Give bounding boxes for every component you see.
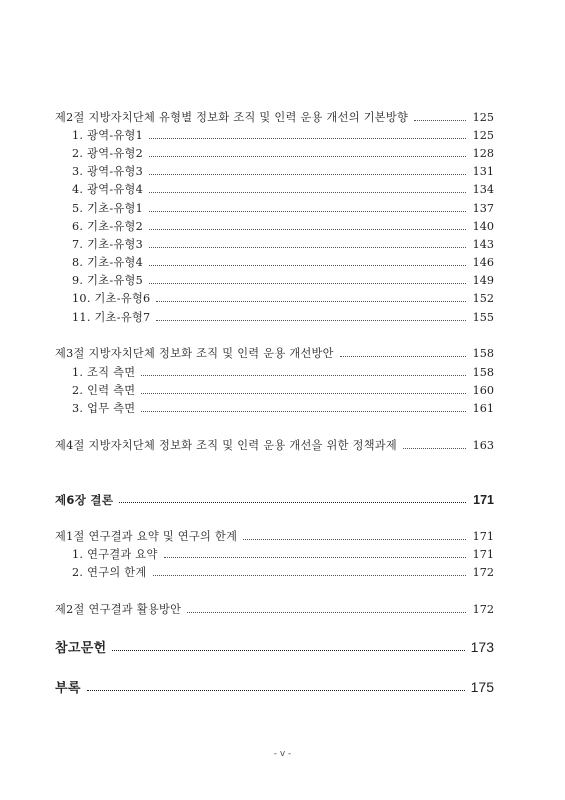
toc-page-number: 158 [472, 366, 494, 379]
dot-leader [149, 246, 466, 248]
toc-label: 10. 기초-유형6 [72, 292, 151, 305]
toc-label: 8. 기초-유형4 [72, 256, 144, 269]
toc-label: 제1절 연구결과 요약 및 연구의 한계 [55, 530, 238, 543]
dot-leader [149, 173, 466, 175]
toc-entry-subsection[interactable] [72, 256, 494, 270]
toc-page-number: 128 [472, 147, 494, 160]
toc-entry-section[interactable] [55, 603, 494, 617]
toc-entry-appendix[interactable] [55, 680, 494, 696]
dot-leader [149, 282, 466, 284]
dot-leader [119, 501, 466, 503]
dot-leader [141, 374, 466, 376]
toc-label: 6. 기초-유형2 [72, 220, 144, 233]
toc-label: 제6장 결론 [55, 493, 114, 507]
toc-page-number: 134 [472, 183, 494, 196]
toc-page-number: 143 [472, 238, 494, 251]
dot-leader [243, 538, 466, 540]
toc-entry-subsection[interactable] [72, 384, 494, 398]
dot-leader [149, 155, 466, 157]
toc-label: 제2절 연구결과 활용방안 [55, 603, 182, 616]
toc-label: 2. 연구의 한계 [72, 566, 147, 579]
toc-entry-subsection[interactable] [72, 292, 494, 306]
toc-label: 1. 조직 측면 [72, 366, 136, 379]
toc-entry-subsection[interactable] [72, 165, 494, 179]
toc-entry-section[interactable] [55, 111, 494, 125]
toc-page-number: 171 [472, 530, 494, 543]
dot-leader [87, 689, 465, 691]
toc-entry-subsection[interactable] [72, 402, 494, 416]
toc-label: 2. 인력 측면 [72, 384, 136, 397]
toc-page-number: 171 [472, 548, 494, 561]
toc-page-number: 140 [472, 220, 494, 233]
toc-page-number: 172 [472, 566, 494, 579]
toc-page-number: 125 [472, 111, 494, 124]
dot-leader [149, 264, 466, 266]
toc-label: 제4절 지방자치단체 정보화 조직 및 인력 운용 개선을 위한 정책과제 [55, 439, 398, 452]
toc-page-number: 172 [472, 603, 494, 616]
toc-entry-subsection[interactable] [72, 566, 494, 580]
toc-page-number: 175 [470, 679, 494, 695]
toc-entry-subsection[interactable] [72, 274, 494, 288]
toc-page-number: 158 [472, 347, 494, 360]
toc-label: 11. 기초-유형7 [72, 311, 151, 324]
dot-leader [141, 392, 466, 394]
toc-entry-subsection[interactable] [72, 220, 494, 234]
toc-page-number: 149 [472, 274, 494, 287]
dot-leader [149, 210, 466, 212]
toc-entry-chapter[interactable] [55, 493, 494, 507]
toc-entry-section[interactable] [55, 347, 494, 361]
toc-label: 참고문헌 [55, 641, 107, 656]
toc-label: 3. 업무 측면 [72, 402, 136, 415]
toc-label: 3. 광역-유형3 [72, 165, 144, 178]
toc-entry-subsection[interactable] [72, 238, 494, 252]
toc-page-number: 152 [472, 292, 494, 305]
toc-page-number: 163 [472, 439, 494, 452]
toc-label: 1. 연구결과 요약 [72, 548, 158, 561]
dot-leader [340, 355, 466, 357]
toc-label: 5. 기초-유형1 [72, 202, 144, 215]
dot-leader [112, 649, 464, 651]
toc-entry-subsection[interactable] [72, 147, 494, 161]
toc-label: 9. 기초-유형5 [72, 274, 144, 287]
toc-label: 제3절 지방자치단체 정보화 조직 및 인력 운용 개선방안 [55, 347, 334, 360]
toc-entry-section[interactable] [55, 439, 494, 453]
dot-leader [403, 447, 466, 449]
toc-entry-subsection[interactable] [72, 129, 494, 143]
toc-entry-subsection[interactable] [72, 311, 494, 325]
toc-entry-subsection[interactable] [72, 366, 494, 380]
toc-label: 부록 [55, 681, 81, 696]
toc-label: 1. 광역-유형1 [72, 129, 144, 142]
toc-page-number: 171 [473, 493, 494, 507]
dot-leader [156, 319, 466, 321]
toc-page-number: 173 [470, 639, 494, 655]
toc-label: 7. 기초-유형3 [72, 238, 144, 251]
toc-page-number: 155 [472, 311, 494, 324]
dot-leader [156, 300, 466, 302]
toc-page-number: 137 [472, 202, 494, 215]
toc-label: 2. 광역-유형2 [72, 147, 144, 160]
page-footer-number: - v - [273, 749, 292, 759]
dot-leader [187, 611, 466, 613]
dot-leader [153, 574, 466, 576]
toc-page-number: 146 [472, 256, 494, 269]
dot-leader [414, 119, 466, 121]
toc-entry-subsection[interactable] [72, 202, 494, 216]
toc-page-number: 161 [472, 402, 494, 415]
toc-page-number: 160 [472, 384, 494, 397]
toc-entry-section[interactable] [55, 530, 494, 544]
toc-entry-subsection[interactable] [72, 548, 494, 562]
dot-leader [149, 191, 466, 193]
toc-entry-references[interactable] [55, 640, 494, 656]
dot-leader [141, 410, 466, 412]
dot-leader [149, 137, 466, 139]
toc-label: 4. 광역-유형4 [72, 183, 144, 196]
toc-page-number: 125 [472, 129, 494, 142]
toc-label: 제2절 지방자치단체 유형별 정보화 조직 및 인력 운용 개선의 기본방향 [55, 111, 409, 124]
toc-page-number: 131 [472, 165, 494, 178]
dot-leader [149, 228, 466, 230]
toc-entry-subsection[interactable] [72, 183, 494, 197]
dot-leader [164, 556, 466, 558]
